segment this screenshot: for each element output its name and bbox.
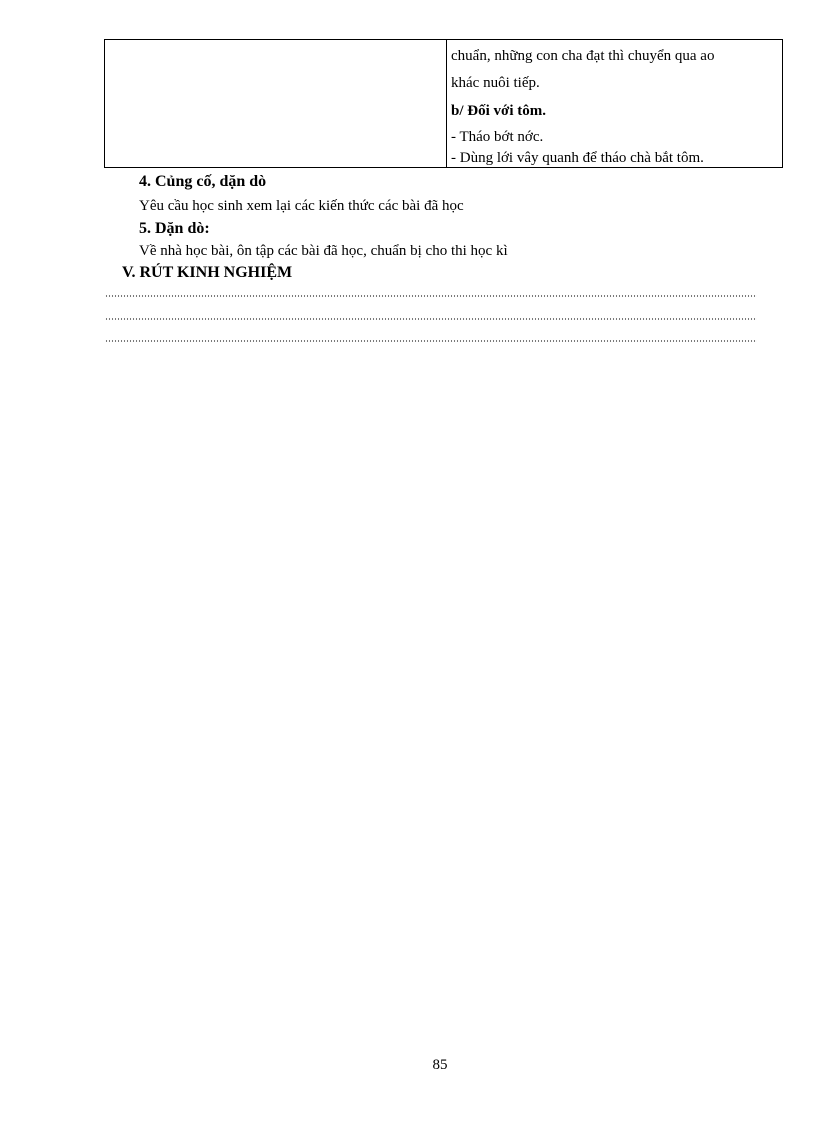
table-column-divider [446, 40, 447, 167]
section-4-heading: 4. Củng cố, dặn dò [139, 173, 267, 190]
dotted-line-3 [105, 340, 757, 342]
table-subheading-shrimp: b/ Đối với tôm. [451, 103, 546, 119]
section-5-text: Về nhà học bài, ôn tập các bài đã học, chuẩn bị cho thi học kì [139, 243, 508, 259]
dotted-line-2 [105, 318, 757, 320]
page-number-text: 85 [432, 1057, 448, 1073]
section-4-text: Yêu cầu học sinh xem lại các kiến thức các bài đã học [139, 198, 464, 214]
table-line-5: - Dùng lới vây quanh để tháo chà bắt tôm. [451, 150, 704, 166]
page-number [0, 1057, 816, 1074]
dotted-line-1 [105, 295, 757, 297]
section-v-heading: V. RÚT KINH NGHIỆM [122, 264, 293, 281]
table-line-2: khác nuôi tiếp. [451, 75, 540, 91]
section-5-heading: 5. Dặn dò: [139, 220, 210, 237]
table-line-1: chuẩn, những con cha đạt thì chuyển qua ao [451, 48, 715, 64]
content-table [104, 39, 783, 168]
table-line-4: - Tháo bớt nớc. [451, 129, 544, 145]
